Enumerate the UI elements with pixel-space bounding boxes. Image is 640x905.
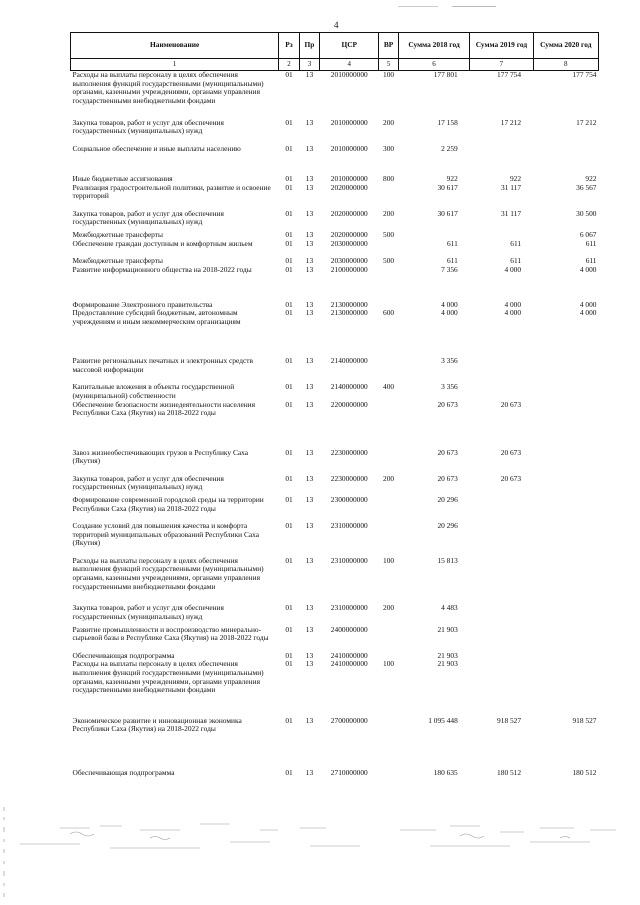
row-sum-2020 [533, 357, 598, 383]
row-pr: 13 [305, 117, 314, 127]
row-sum-2019: 31 117 [501, 208, 522, 218]
row-pr: 13 [299, 71, 319, 119]
row-sum-2018: 611 [446, 256, 458, 266]
row-sum-2019 [470, 383, 533, 400]
row-name: Обеспечивающая подпрограмма [72, 650, 175, 660]
row-sum-2020 [533, 475, 598, 497]
scan-noise [0, 820, 640, 880]
table-row [71, 660, 599, 716]
row-sum-2018: 2 259 [441, 143, 458, 153]
row-rz: 01 [279, 71, 299, 119]
row-sum-2018: 4 483 [441, 603, 458, 613]
table-row [71, 604, 599, 626]
row-pr: 13 [305, 299, 314, 309]
row-sum-2020 [533, 522, 598, 557]
row-pr: 13 [305, 521, 314, 531]
header-vr: ВР [379, 33, 398, 59]
row-pr: 13 [305, 182, 314, 192]
row-sum-2020: 17 212 [576, 117, 597, 127]
row-sum-2019: 20 673 [500, 473, 522, 483]
row-sum-2020: 4 000 [579, 299, 597, 309]
row-sum-2020: 918 527 [572, 715, 597, 725]
row-pr: 13 [305, 659, 314, 669]
scan-artifact-line [398, 6, 438, 7]
row-vr: 800 [383, 174, 395, 184]
table-body [71, 71, 599, 778]
row-name: Развитие региональных печатных и электронных средств массовой информации [72, 356, 253, 375]
row-sum-2018: 922 [446, 174, 458, 184]
row-name: Закупка товаров, работ и услуг для обеспечения государственных (муниципальных) нужд [72, 603, 224, 621]
row-sum-2018: 21 903 [437, 659, 458, 669]
table-row [71, 769, 599, 778]
row-name: Экономическое развитие и инновационная экономика Республики Саха (Якутия) на 2018-2022 годы [72, 715, 242, 734]
row-vr [379, 184, 398, 210]
row-rz: 01 [285, 299, 293, 309]
row-pr: 13 [305, 230, 314, 240]
row-name: Расходы на выплаты персоналу в целях обеспечения выполнения функций государственными (муниципальными) органами, казенными учреждениями, органами управления государственными внебюджетными фондами [72, 659, 264, 695]
row-vr [379, 769, 398, 778]
row-sum-2020: 177 754 [533, 71, 598, 119]
row-rz: 01 [285, 603, 293, 613]
row-csr: 2310000000 [330, 555, 368, 565]
row-sum-2018: 3 356 [441, 382, 458, 392]
column-number: 3 [299, 59, 319, 71]
row-csr: 2710000000 [330, 768, 368, 778]
row-sum-2019: 20 673 [500, 399, 522, 409]
row-csr: 2020000000 [330, 230, 368, 240]
row-pr: 13 [305, 382, 314, 392]
row-sum-2020 [533, 660, 598, 716]
row-sum-2019: 922 [509, 174, 522, 184]
row-rz: 01 [285, 659, 293, 669]
row-csr: 2100000000 [330, 264, 368, 274]
table-row [71, 401, 599, 449]
row-pr: 13 [305, 473, 314, 483]
row-pr: 13 [305, 650, 314, 660]
row-rz: 01 [285, 650, 293, 660]
row-name: Обеспечение безопасности жизнедеятельности населения Республики Саха (Якутия) на 2018-2022 годы [72, 399, 256, 418]
column-number: 1 [71, 59, 279, 71]
row-csr: 2140000000 [330, 382, 368, 392]
header-sum-2020: Сумма 2020 год [533, 33, 598, 59]
row-pr: 13 [305, 447, 314, 457]
row-sum-2018: 20 296 [437, 495, 458, 505]
row-csr: 2230000000 [330, 473, 368, 483]
row-sum-2018: 20 673 [437, 399, 458, 409]
header-rz: Рз [279, 33, 299, 59]
row-pr: 13 [305, 143, 314, 153]
row-sum-2018: 30 617 [437, 208, 458, 218]
row-name: Создание условий для повышения качества и комфорта территорий муниципальных образований Республики Саха (Якутия) [72, 521, 260, 548]
row-sum-2020: 611 [585, 256, 597, 266]
row-csr: 2030000000 [330, 256, 368, 266]
row-sum-2020: 611 [585, 238, 597, 248]
table-row [71, 210, 599, 232]
row-rz: 01 [285, 473, 293, 483]
row-sum-2019: 4 000 [504, 299, 522, 309]
row-name: Предоставление субсидий бюджетным, автономным учреждениям и иным некоммерческим организациям [72, 308, 241, 327]
row-name: Межбюджетные трансферты [72, 230, 163, 240]
row-csr: 2130000000 [330, 299, 368, 309]
row-rz: 01 [285, 238, 293, 248]
row-rz: 01 [285, 495, 293, 505]
row-sum-2019 [470, 626, 533, 652]
row-name: Формирование современной городской среды на территории Республики Саха (Якутия) на 2018-2022 годы [72, 495, 264, 513]
row-sum-2018: 20 296 [437, 521, 458, 531]
row-name: Расходы на выплаты персоналу в целях обеспечения выполнения функций государственными (муниципальными) органами, казенными учреждениями, органами управления государственными внебюджетными фондами [72, 555, 264, 591]
row-pr: 13 [305, 264, 314, 274]
row-csr: 2020000000 [330, 182, 368, 192]
table-row [71, 522, 599, 557]
row-vr: 200 [383, 117, 395, 127]
row-rz: 01 [285, 256, 293, 266]
table-row [71, 309, 599, 357]
row-rz: 01 [285, 715, 293, 725]
column-number: 6 [398, 59, 469, 71]
row-vr: 200 [383, 473, 395, 483]
table-row [71, 475, 599, 497]
row-csr: 2310000000 [330, 521, 368, 531]
row-csr: 2300000000 [330, 495, 368, 505]
row-vr: 100 [379, 71, 398, 119]
table-row [71, 71, 599, 119]
row-sum-2020: 30 500 [576, 208, 597, 218]
row-sum-2019: 177 754 [470, 71, 533, 119]
row-pr: 13 [305, 308, 314, 318]
row-sum-2018: 4 000 [441, 299, 458, 309]
table-row [71, 184, 599, 210]
row-sum-2020 [533, 383, 598, 400]
row-sum-2019 [470, 604, 533, 626]
row-rz: 01 [285, 521, 293, 531]
row-sum-2018: 7 356 [441, 264, 458, 274]
row-vr: 500 [383, 256, 395, 266]
row-rz: 01 [285, 182, 293, 192]
row-vr [379, 626, 398, 652]
row-sum-2019 [470, 496, 533, 522]
table-row [71, 240, 599, 257]
table-row [71, 266, 599, 301]
page-number: 4 [334, 20, 339, 30]
row-csr: 2020000000 [330, 208, 368, 218]
row-vr: 100 [383, 659, 395, 669]
row-pr: 13 [305, 768, 314, 778]
row-rz: 01 [285, 382, 293, 392]
row-vr [379, 357, 398, 383]
row-pr: 13 [305, 399, 314, 409]
row-sum-2018: 17 158 [437, 117, 458, 127]
row-vr: 100 [383, 555, 395, 565]
row-vr [379, 449, 398, 475]
row-vr [379, 240, 398, 257]
row-csr: 2130000000 [330, 308, 368, 318]
row-sum-2020 [533, 626, 598, 652]
row-pr: 13 [305, 555, 314, 565]
row-pr: 13 [305, 603, 314, 613]
row-name: Формирование Электронного правительства [72, 299, 213, 309]
table-row [71, 383, 599, 400]
row-pr: 13 [305, 715, 314, 725]
row-rz: 01 [285, 174, 293, 184]
header-sum-2019: Сумма 2019 год [470, 33, 533, 59]
row-name: Завоз жизнеобеспечивающих грузов в Республику Саха (Якутия) [72, 447, 249, 466]
column-number: 2 [279, 59, 299, 71]
header-name: Наименование [71, 33, 279, 59]
row-sum-2020: 4 000 [579, 308, 597, 318]
row-csr: 2010000000 [320, 71, 379, 119]
scan-edge-marks [2, 805, 6, 900]
row-csr: 2230000000 [330, 447, 368, 457]
row-vr [379, 717, 398, 769]
row-name: Обеспечение граждан доступным и комфортным жильем [72, 238, 253, 248]
row-vr: 500 [383, 230, 395, 240]
row-sum-2019: 4 000 [504, 308, 522, 318]
row-vr [379, 266, 398, 301]
row-pr: 13 [305, 624, 314, 634]
row-csr: 2200000000 [330, 399, 368, 409]
row-pr: 13 [305, 238, 314, 248]
row-name: Закупка товаров, работ и услуг для обеспечения государственных (муниципальных) нужд [72, 208, 224, 227]
table-row [71, 496, 599, 522]
row-name: Иные бюджетные ассигнования [72, 174, 173, 184]
row-sum-2018: 611 [446, 238, 458, 248]
row-sum-2020: 6 067 [579, 230, 597, 240]
row-sum-2018: 180 635 [433, 768, 458, 778]
header-pr: Пр [299, 33, 319, 59]
row-sum-2020 [533, 401, 598, 449]
row-rz: 01 [285, 399, 293, 409]
row-vr: 200 [383, 208, 395, 218]
row-sum-2020: 922 [585, 174, 597, 184]
row-pr: 13 [305, 495, 314, 505]
row-name: Закупка товаров, работ и услуг для обеспечения государственных (муниципальных) нужд [72, 117, 224, 136]
row-name: Межбюджетные трансферты [72, 256, 163, 266]
header-csr: ЦСР [320, 33, 379, 59]
row-sum-2020: 180 512 [572, 768, 597, 778]
table-row [71, 557, 599, 605]
row-sum-2019: 611 [510, 256, 522, 266]
row-sum-2019 [470, 357, 533, 383]
row-rz: 01 [285, 230, 293, 240]
row-sum-2020 [533, 449, 598, 475]
row-sum-2018: 177 801 [398, 71, 469, 119]
row-pr: 13 [305, 356, 314, 366]
row-vr: 300 [383, 143, 395, 153]
row-sum-2019: 4 000 [504, 264, 522, 274]
row-sum-2020 [533, 145, 598, 176]
row-vr [379, 401, 398, 449]
row-sum-2020: 36 567 [576, 182, 597, 192]
row-vr: 600 [383, 308, 395, 318]
row-name: Развитие информационного общества на 2018-2022 годы [72, 264, 252, 274]
row-sum-2018: 1 095 448 [428, 715, 458, 725]
row-name: Развитие промышленности и воспроизводство минерально-сырьевой базы в Республике Саха (Якутия) на 2018-2022 годы [72, 624, 269, 643]
row-sum-2019: 17 212 [500, 117, 522, 127]
table-row [71, 145, 599, 176]
row-csr: 2400000000 [330, 624, 368, 634]
row-sum-2018: 21 903 [437, 650, 458, 660]
row-rz: 01 [285, 308, 293, 318]
row-pr: 13 [305, 174, 314, 184]
table-column-numbers-row [71, 59, 599, 71]
table-row [71, 357, 599, 383]
row-sum-2020 [533, 652, 598, 661]
row-sum-2020 [533, 557, 598, 605]
row-rz: 01 [285, 768, 293, 778]
column-number: 7 [470, 59, 533, 71]
row-csr: 2410000000 [330, 650, 368, 660]
row-sum-2019 [470, 652, 533, 661]
table-row [71, 717, 599, 769]
row-csr: 2700000000 [330, 715, 368, 725]
table-row [71, 626, 599, 652]
row-sum-2018: 4 000 [441, 308, 458, 318]
row-sum-2019 [470, 145, 533, 176]
row-sum-2020 [533, 604, 598, 626]
row-sum-2019 [470, 522, 533, 557]
row-csr: 2010000000 [330, 117, 368, 127]
row-name: Реализация градостроительной политики, развитие и освоение территорий [72, 182, 271, 201]
column-number: 5 [379, 59, 398, 71]
row-vr [379, 496, 398, 522]
row-name: Закупка товаров, работ и услуг для обеспечения государственных (муниципальных) нужд [72, 473, 224, 492]
row-sum-2019: 180 512 [497, 768, 522, 778]
row-vr: 200 [383, 603, 395, 613]
table-header-row [71, 33, 599, 59]
column-number: 4 [320, 59, 379, 71]
row-name: Капитальные вложения в объекты государственной (муниципальной) собственности [72, 382, 235, 401]
row-sum-2018: 20 673 [437, 473, 458, 483]
row-vr [379, 522, 398, 557]
row-rz: 01 [285, 555, 293, 565]
row-sum-2018: 21 903 [437, 624, 458, 634]
row-rz: 01 [285, 624, 293, 634]
row-pr: 13 [305, 256, 314, 266]
row-sum-2019 [470, 660, 533, 716]
row-vr: 400 [383, 382, 395, 392]
row-csr: 2010000000 [330, 174, 368, 184]
row-csr: 2310000000 [330, 603, 368, 613]
row-sum-2018: 20 673 [437, 447, 458, 457]
row-rz: 01 [285, 208, 293, 218]
row-sum-2019: 918 527 [497, 715, 522, 725]
table-row [71, 119, 599, 145]
row-sum-2019 [470, 231, 533, 240]
row-rz: 01 [285, 117, 293, 127]
row-csr: 2140000000 [330, 356, 368, 366]
row-name: Обеспечивающая подпрограмма [72, 768, 175, 778]
column-number: 8 [533, 59, 598, 71]
row-name: Расходы на выплаты персоналу в целях обеспечения выполнения функций государственными (муниципальными) органами, казенными учреждениями, органами управления государственными внебюджетными фондами [71, 71, 279, 119]
header-sum-2018: Сумма 2018 год [398, 33, 469, 59]
row-sum-2019: 611 [510, 238, 522, 248]
table-row [71, 449, 599, 475]
row-sum-2020 [533, 496, 598, 522]
row-csr: 2010000000 [330, 143, 368, 153]
row-sum-2020: 4 000 [579, 264, 597, 274]
row-sum-2018 [398, 231, 469, 240]
budget-table [70, 32, 599, 778]
scan-artifact-line [452, 6, 496, 7]
row-rz: 01 [285, 447, 293, 457]
row-pr: 13 [305, 208, 314, 218]
row-rz: 01 [285, 264, 293, 274]
row-sum-2018: 3 356 [441, 356, 458, 366]
row-sum-2019 [470, 557, 533, 605]
row-rz: 01 [285, 143, 293, 153]
row-rz: 01 [285, 356, 293, 366]
row-sum-2019: 31 117 [501, 182, 522, 192]
row-csr: 2410000000 [330, 659, 368, 669]
row-name: Социальное обеспечение и иные выплаты населению [72, 143, 241, 153]
row-sum-2018: 30 617 [437, 182, 458, 192]
row-sum-2019: 20 673 [500, 447, 522, 457]
row-sum-2018: 15 813 [437, 555, 458, 565]
row-csr: 2030000000 [330, 238, 368, 248]
